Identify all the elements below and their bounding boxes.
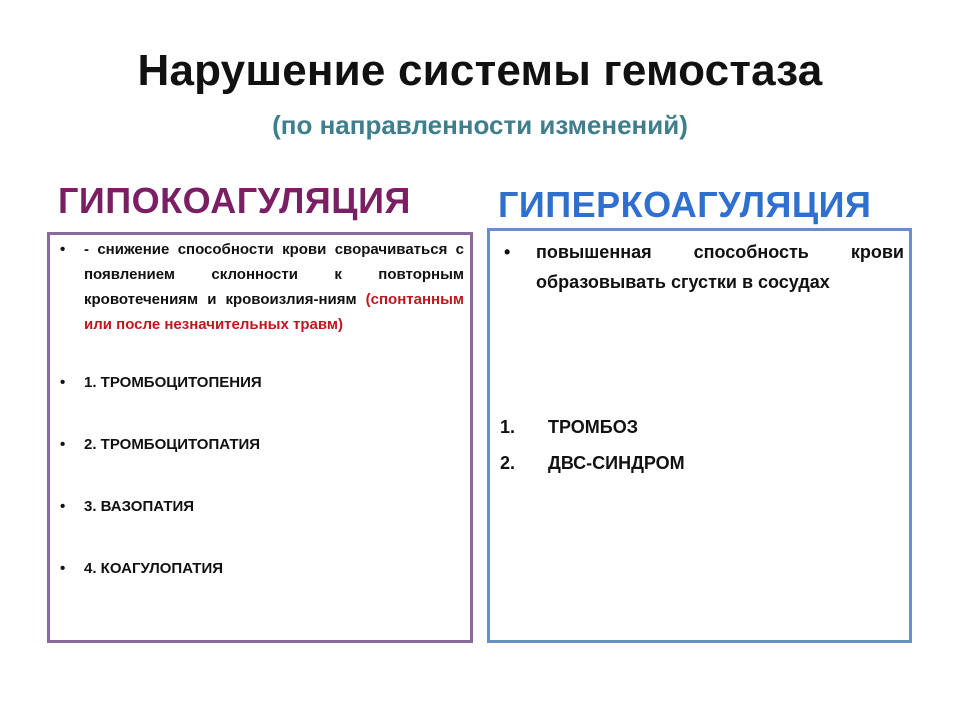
list-item-number: 2.	[500, 453, 516, 473]
hypercoagulation-box	[487, 228, 912, 643]
list-item-label: ДВС-СИНДРОМ	[548, 453, 685, 473]
hypercoagulation-numbered-list	[498, 409, 898, 481]
list-item	[498, 445, 898, 481]
slide-title: Нарушение системы гемостаза	[137, 46, 823, 95]
list-item-label: ТРОМБОЗ	[548, 417, 638, 437]
list-item: • 2. ТРОМБОЦИТОПАТИЯ	[58, 432, 464, 457]
hypocoagulation-box	[47, 232, 473, 643]
list-item	[498, 409, 898, 445]
hypocoagulation-heading: ГИПОКОАГУЛЯЦИЯ	[58, 180, 411, 221]
list-item: • 3. ВАЗОПАТИЯ	[58, 494, 464, 519]
hypocoagulation-description-note: (спонтанным или после незначительных травм)	[84, 291, 464, 333]
hypocoagulation-list	[58, 237, 464, 581]
list-item: • 4. КОАГУЛОПАТИЯ	[58, 556, 464, 581]
hypercoagulation-description: • повышенная способность крови образовывать сгустки в сосудах	[498, 237, 904, 297]
slide-subtitle: (по направленности изменений)	[272, 110, 688, 140]
hypercoagulation-heading: ГИПЕРКОАГУЛЯЦИЯ	[498, 184, 872, 225]
list-item-number: 1.	[500, 417, 516, 437]
hypocoagulation-description	[58, 237, 464, 337]
hypocoagulation-description-text: - снижение способности крови сворачиваться с появлением склонности к повторным кровотечениям и кровоизлия-ниям	[84, 241, 464, 308]
hypercoagulation-list	[498, 237, 904, 297]
list-item: • 1. ТРОМБОЦИТОПЕНИЯ	[58, 370, 464, 395]
